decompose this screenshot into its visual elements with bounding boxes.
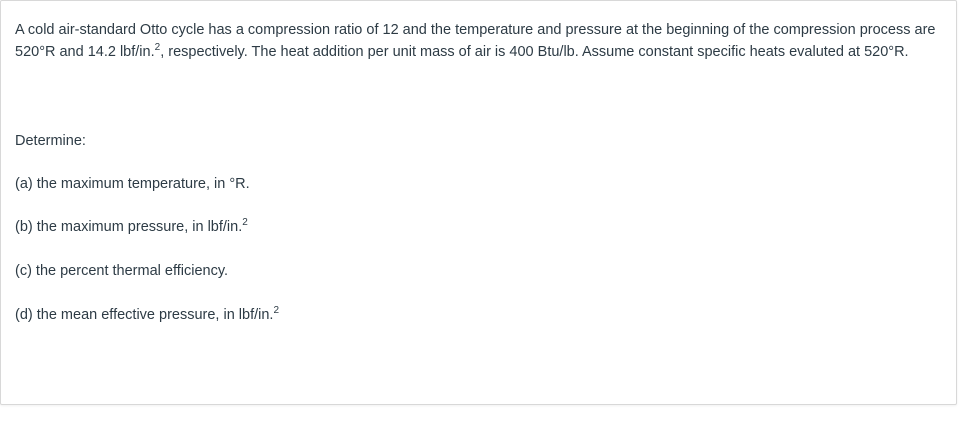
problem-statement bbox=[15, 19, 940, 63]
problem-statement-text-2: , respectively. The heat addition per unit mass of air is 400 Btu/lb. Assume constant specific heats evaluted at 520°R. bbox=[160, 44, 909, 60]
part-d-text: (d) the mean effective pressure, in lbf/in. bbox=[15, 307, 274, 323]
determine-label: Determine: bbox=[15, 133, 86, 149]
part-d bbox=[15, 304, 279, 326]
part-d-superscript: 2 bbox=[273, 305, 280, 317]
part-a-text: (a) the maximum temperature, in °R. bbox=[15, 176, 250, 192]
part-b-superscript: 2 bbox=[242, 217, 248, 229]
problem-statement-text-1: A cold air-standard Otto cycle has a compression ratio of 12 and the temperature and pressure at the beginning of the compression process are 520°R and 14.2 lbf/in. bbox=[15, 22, 936, 60]
superscript-2: 2 bbox=[154, 42, 161, 54]
part-b bbox=[15, 216, 248, 238]
part-c-text: (c) the percent thermal efficiency. bbox=[15, 263, 229, 279]
part-c bbox=[15, 260, 228, 282]
part-b-text: (b) the maximum pressure, in lbf/in. bbox=[15, 219, 243, 235]
question-content bbox=[15, 19, 940, 323]
part-a bbox=[15, 173, 250, 195]
